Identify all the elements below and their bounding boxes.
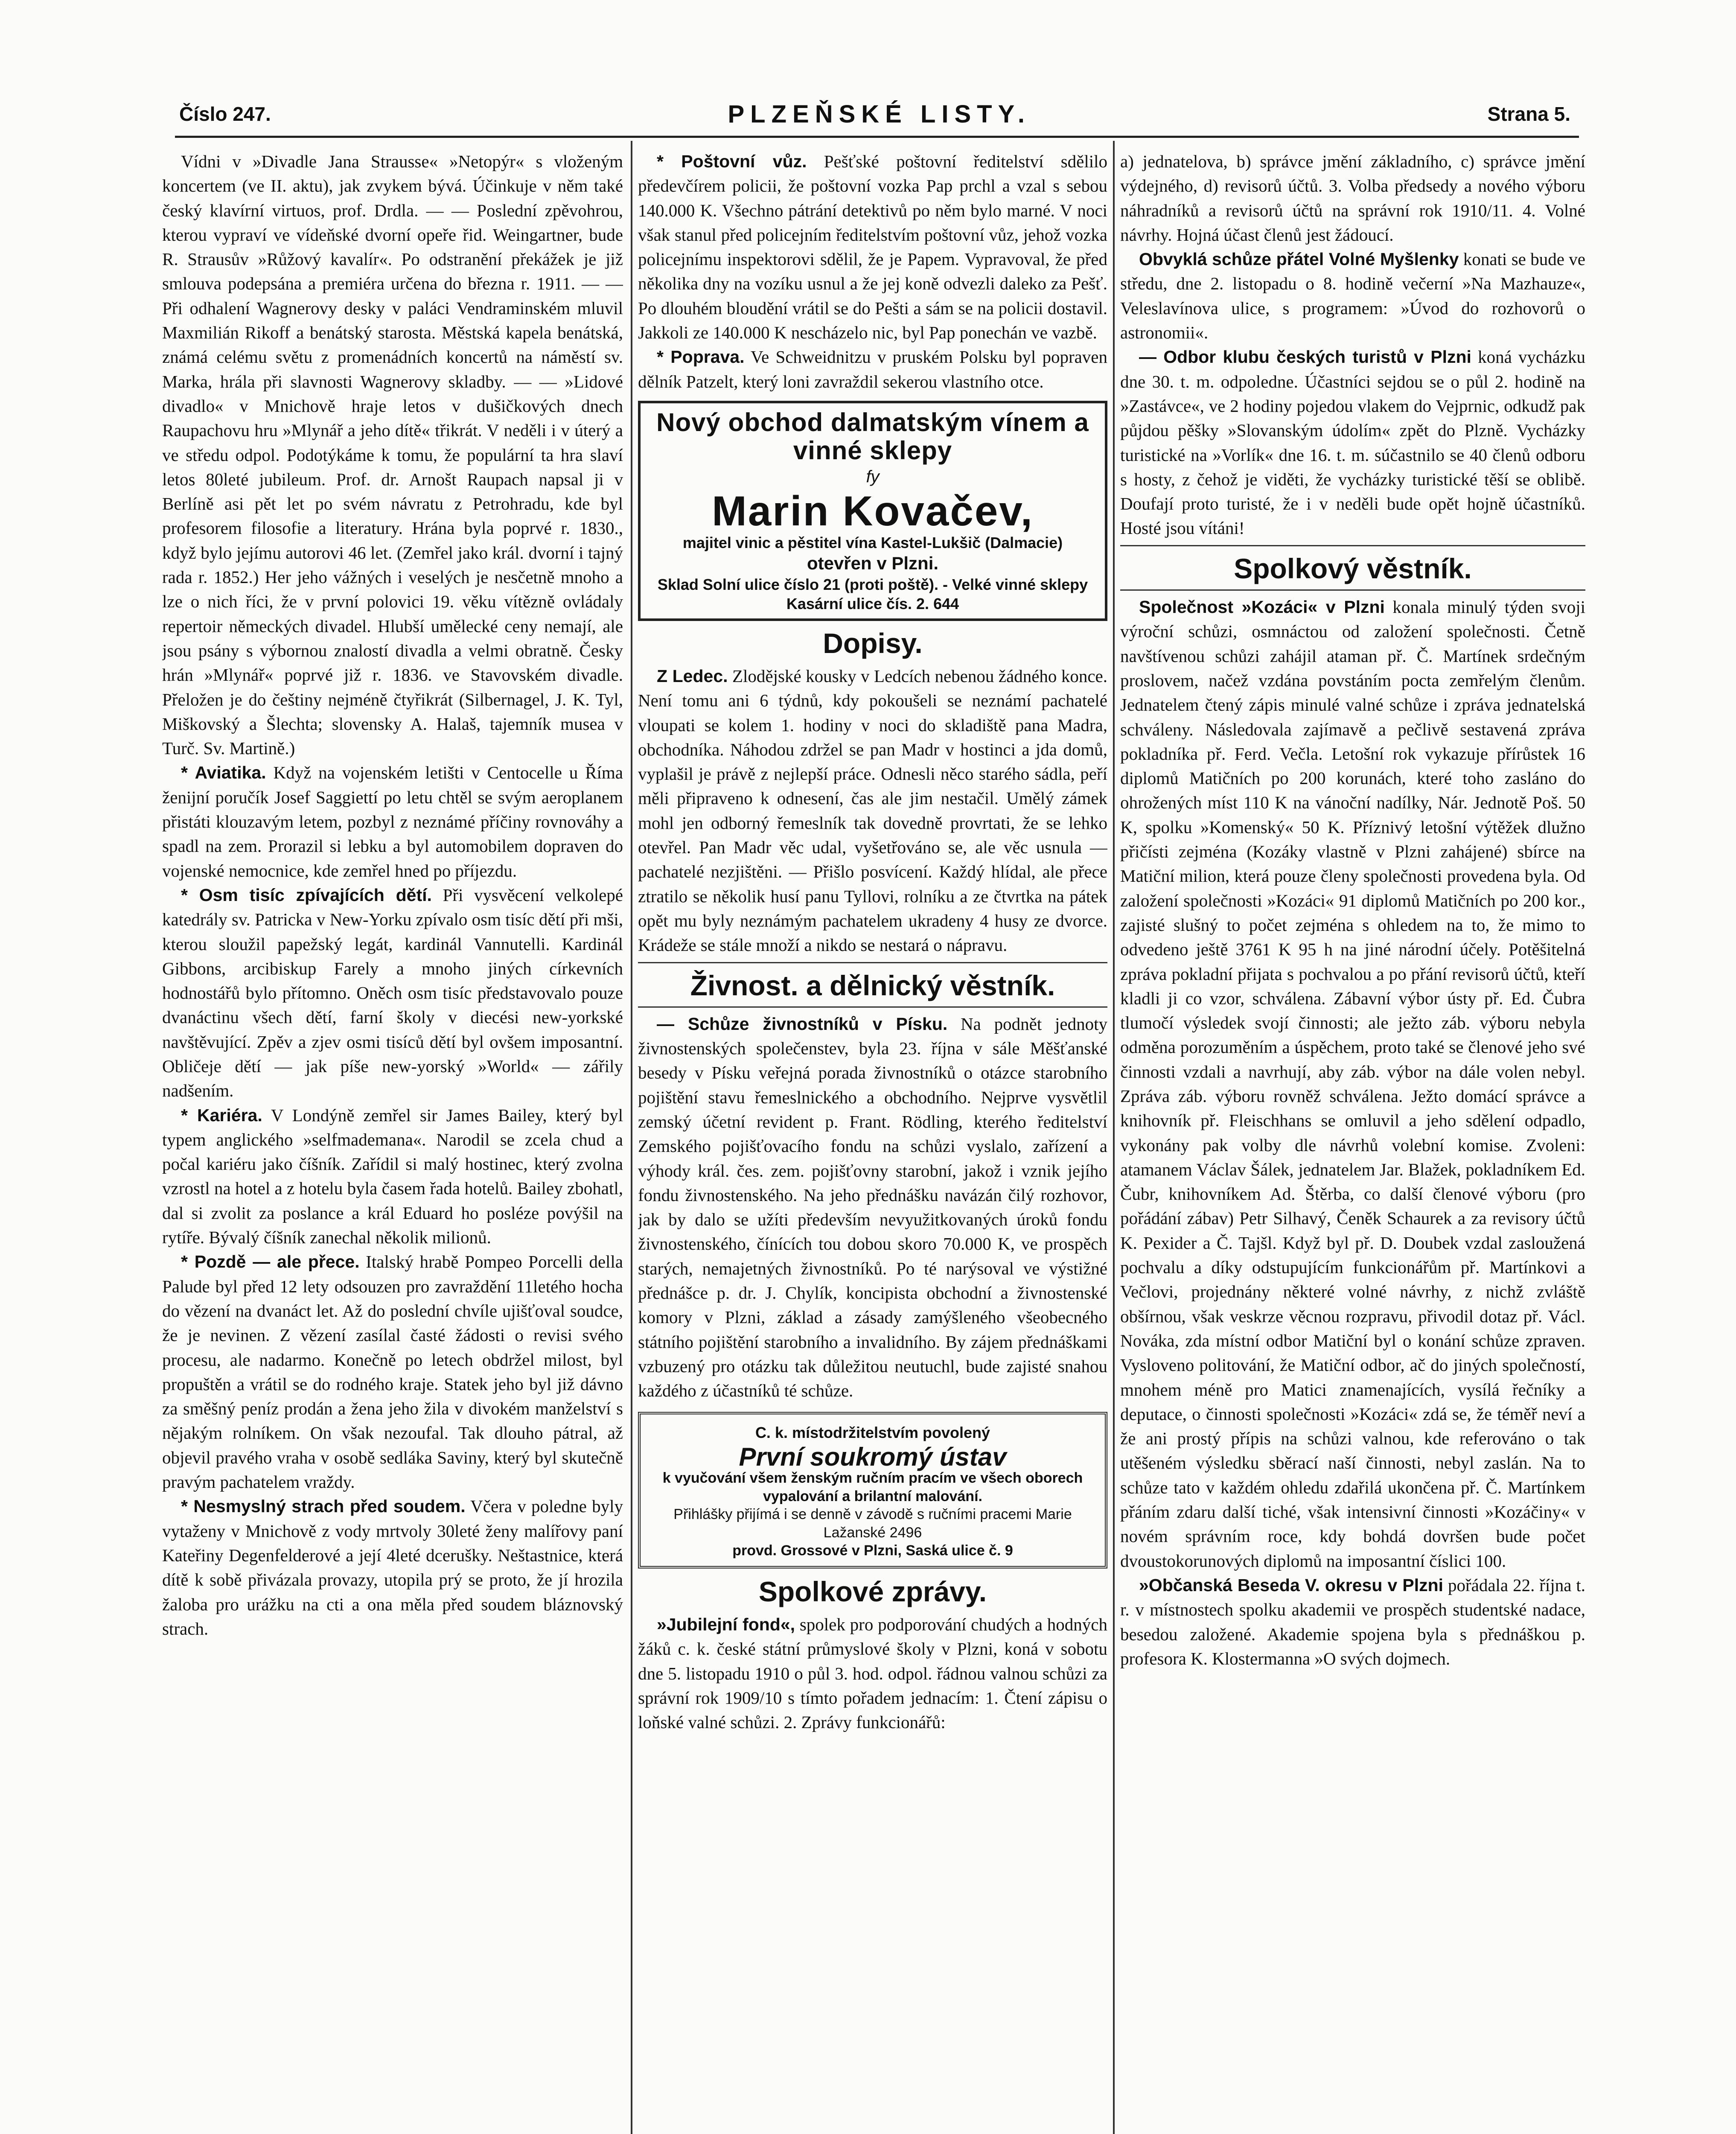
article-heading: Z Ledec. <box>657 666 728 686</box>
article-heading: * Kariéra. <box>181 1105 262 1125</box>
article-body: Ve Schweidnitzu v pruském Polsku byl popraven dělník Patzelt, který loni zavraždil sekerou vlastního otce. <box>638 347 1107 391</box>
section-rule <box>638 1006 1107 1008</box>
ad-permission: C. k. místodržitelstvím povolený <box>755 1423 990 1441</box>
ad-opened: otevřen v Plzni. <box>807 553 939 574</box>
article-heading: * Pozdě — ale přece. <box>181 1252 360 1272</box>
ad-company-name: Marin Kovačev, <box>712 487 1034 535</box>
header-rule <box>175 136 1579 138</box>
ad-registration-text: Přihlášky přijímá i se denně v závodě s ručními pracemi Marie Lažanské <box>673 1506 1072 1541</box>
article-heading: »Jubilejní fond«, <box>657 1614 795 1634</box>
article-body: Pešťské poštovní ředitelství sdělilo předevčírem policii, že poštovní vozka Pap prchl a vzal s sebou 140.000 K. Všechno pátrání detektivů po něm bylo marné. V noci však stanul před policejním ředitelstvím poštovní vůz, jehož vozka policejnímu inspektorovi sdělil, že je Papem. Vypravoval, že před několika dny na vozíku usnul a že jej koně odvezli daleko za Pešť. Po dlouhém bloudění vrátil se do Pešti a sám se na policii dostavil. Jakkoli ze 140.000 K nescházelo nic, byl Pap ponechán ve vazbě. <box>638 152 1107 343</box>
article-ledec <box>638 664 1107 958</box>
article-body: Italský hrabě Pompeo Porcelli della Palude byl před 12 lety odsouzen pro zavraždění 11letého hocha do vězení na dvanáct let. Až do poslední chvíle ujišťoval soudce, že je nevinen. Z vězení zasílal časté žádosti o revisi svého procesu, ale nadarmo. Konečně po letech obdržel milost, byl propuštěn a vrátil se do rodného kraje. Statek jeho byl již dávno za směšný peníz prodán a žena jeho žila v divokém manželství s nějakým rolníkem. On však nezoufal. Tak dlouho pátral, až objevil pravého vraha v osobě sedláka Saviny, který byl skutečně pravým pachatelem vraždy. <box>162 1252 623 1492</box>
article-body: spolek pro podporování chudých a hodných žáků c. k. české státní průmyslové školy v Plzni, koná v sobotu dne 5. listopadu 1910 o půl 3. hod. odpol. řádnou valnou schůzi za správní rok 1909/10 s tímto pořadem jednacím: 1. Čtení zápisu o loňské valné schůzi. 2. Zprávy funkcionářů: <box>638 1614 1107 1732</box>
section-heading-spolkove: Spolkové zprávy. <box>758 1575 987 1607</box>
institute-advertisement <box>638 1412 1107 1568</box>
wine-advertisement <box>638 401 1107 621</box>
article-strach <box>162 1494 623 1641</box>
article-heading: * Nesmyslný strach před soudem. <box>181 1496 466 1516</box>
ad-fy: fy <box>866 467 880 486</box>
article-heading: — Schůze živnostníků v Písku. <box>657 1014 948 1034</box>
article-body: Zlodějské kousky v Ledcích nebenou žádného konce. Není tomu ani 6 týdnů, kdy pokoušeli se neznámí pachatelé vloupati se kolem 1. hodiny v noci do skladiště pana Madra, obchodníka. Náhodou zdržel se pan Madr v hostinci a jda domů, vyplašil je právě z nejlepší práce. Odnesli něco starého sádla, peří měli připraveno k odnesení, čas ale jim nestačil. Umělý zámek mohl jen odborný řemeslník tak dovedně provrtati, že se lehko otevřel. Pan Madr věc udal, vyšetřováno se, ale věc usnula — pachatelé nezjištěni. — Přišlo posvícení. Každý hlídal, ale přece ztratilo se několik husí panu Tyllovi, rolníku a ze čtvrtka na pátek opět mu byly neznámým pachatelem ukradeny 4 husy ze dvorce. Krádeže se stále množí a nikdo se nestará o nápravu. <box>638 666 1107 955</box>
column-2 <box>638 149 1107 2134</box>
section-heading-dopisy: Dopisy. <box>823 627 923 659</box>
article-jubilejni-fond <box>638 1612 1107 1735</box>
section-heading-vestnik: Spolkový věstník. <box>1234 552 1472 584</box>
article-postovni-vuz <box>638 149 1107 345</box>
article-heading: * Poštovní vůz. <box>657 152 807 171</box>
article-body: Při vysvěcení velkolepé katedrály sv. Patricka v New-Yorku zpívalo osm tisíc dětí při mši, kterou sloužil papežský legát, kardinál Vannutelli. Kardinál Gibbons, arcibiskup Farely a mnoho jiných církevních hodnostářů bylo přítomno. Oněch osm tisíc představovalo pouze dvanáctinu všech dětí, farní školy v diecési new-yorkské navštěvující. Zpěv a zjev osmi tisíců dětí byl ovšem imposantní. Obličeje dětí — jak píše new-yorský »World« — zářily nadšením. <box>162 885 623 1101</box>
article-poprava <box>638 345 1107 394</box>
ad-description: k vyučování všem ženským ručním pracím ve všech oborech vypalování a brilantní malování. <box>662 1470 1083 1504</box>
article-kozaci <box>1120 595 1585 1573</box>
article-kariera <box>162 1103 623 1250</box>
article-body: Včera v poledne byly vytaženy v Mnichově z vody mrtvoly 30leté ženy malířovy paní Kateřiny Degenfelderové a její 4leté dcerušky. Neštastnice, která dítě k sobě přivázala provazy, utopila prý se proto, že jí hrozila žaloba pro urážku na cti a ona měla před soudem bláznovský strach. <box>162 1496 623 1638</box>
page-number: Strana 5. <box>1487 103 1570 125</box>
ad-code: 2496 <box>889 1524 922 1541</box>
article-heading: Obvyklá schůze přátel Volné Myšlenky <box>1139 249 1459 269</box>
article-heading: * Aviatika. <box>181 763 266 783</box>
article-pozde <box>162 1250 623 1494</box>
article-body: Na podnět jednoty živnostenských společenstev, byla 23. října v sále Měšťanské besedy v Písku veřejná porada živnostníků o otázce starobního pojištění stavu řemeslnického a obchodního. Nejprve vysvětlil zemský účetní revident p. Frant. Rödling, kterého ředitelství Zemského pojišťovacího fondu na schůzi vyslalo, zařízení a výhody král. čes. zem. pojišťovny starobní, jakož i vznik jejího fondu živnostenského. Na jeho přednášku navázán čilý rozhovor, jak by dalo se užíti především nevyužitkovaných úroků fondu živnostenského, čínících tou dobou skoro 70.000 K, ve prospěch starých, nemajetných živnostníků. Po té narýsoval ve výstižné přednášce p. dr. J. Chylík, koncipista obchodní a živnostenské komory v Plzni, základ a zásady zamýšleného všeobecného státního pojištění starobního a invalidního. By zájem přednáškami vzbuzený pro otázku tak důležitou neutuchl, bude zajisté snahou každého z účastníků té schůze. <box>638 1014 1107 1401</box>
article-body: Když na vojenském letišti v Centocelle u Říma ženijní poručík Josef Saggiettí po letu chtěl se svým aeroplanem přistáti klouzavým letem, pozbyl z neznámé příčiny rovnováhy a spadl na zem. Prorazil si lebku a byl automobilem dopraven do vojenské nemocnice, kde zemřel hned po příjezdu. <box>162 763 623 880</box>
ad-address <box>647 575 1099 613</box>
ad-code: 644 <box>933 595 959 612</box>
article-children <box>162 883 623 1103</box>
section-rule <box>1120 589 1585 591</box>
article-aviatika <box>162 761 623 883</box>
ad-address-text: Sklad Solní ulice číslo 21 (proti poště). - Velké vinné sklepy Kasární ulice čís. 2. <box>657 575 1088 612</box>
article-heading: * Poprava. <box>657 347 745 367</box>
issue-number: Číslo 247. <box>179 103 271 125</box>
article-volna-myslenka <box>1120 247 1585 345</box>
article-heading: * Osm tisíc zpívajících dětí. <box>181 885 432 905</box>
article-body: konati se bude ve středu, dne 2. listopadu o 8. hodině večerní »Na Mazhauze«, Veleslavínova ulice, s programem: »Úvod do rozhovorů o astronomii«. <box>1120 249 1585 343</box>
ad-registration <box>648 1505 1097 1542</box>
ad-owner: majitel vinic a pěstitel vína Kastel-Lukšič (Dalmacie) <box>682 534 1063 552</box>
ad-headline: Nový obchod dalmatským vínem a vinné sklepy <box>656 408 1089 465</box>
column-1 <box>162 149 623 2134</box>
newspaper-title: PLZEŇSKÉ LISTY. <box>728 100 1031 128</box>
article-body: koná vycházku dne 30. t. m. odpoledne. Účastníci sejdou se o půl 2. hodině na »Zastávce«, ve 2 hodiny pojedou vlakem do Vejprnic, odkudž pak půjdou pěšky »Slovanským údolím« zpět do Plzně. Vycházky turistické na »Vorlík« dne 16. t. m. súčastnilo se 40 členů odboru s hosty, z čehož je viděti, že vycházky turistické těší se oblibě. Doufají proto turisté, že i v neděli bude opět hojně účastníků. Hosté jsou vítáni! <box>1120 347 1585 538</box>
page-header <box>179 95 1570 133</box>
column-3 <box>1120 149 1585 2134</box>
column-divider <box>631 141 632 2134</box>
ad-institute-name: První soukromý ústav <box>739 1442 1007 1471</box>
article-continuation: a) jednatelova, b) správce jmění základního, c) správce jmění výdejného, d) revisorů účtů. 3. Volba předsedy a nového výboru náhradníků a revisorů účtů na správní rok 1910/11. 4. Volné návrhy. Hojná účast členů jest žádoucí. <box>1120 152 1585 245</box>
article-body: konala minulý týden svoji výroční schůzi, osmnáctou od založení společnosti. Četně navštívenou schůzi zahájil ataman př. Č. Martínek srdečným proslovem, načež vzdána povstáním pocta zemřelým členům. Jednatelem čtený zápis minulé valné schůze i zpráva jednatelská schváleny. Následovala zajímavě a pečlivě sestavená zpráva pokladníka př. Ferd. Večla. Letošní rok vykazuje přírůstek 16 diplomů Matičních po 200 korunách, které toho zasláno do ohrožených míst 110 K na vánoční nadílky, Nár. Jednotě Poš. 50 K, spolku »Komenský« 50 K. Příznivý letošní výtěžek dlužno přičísti zejména (Kozáky vlastně v Plzni zahájené) sbírce na Matiční milion, která pouze členy společnosti provedena byla. Od založení společnosti »Kozáci« 91 diplomů Matičních po 200 kor., zajisté slušný to počet zejména s ohledem na to, že mimo to odvedeno ještě 3761 K 95 h na jiné národní účely. Potěšitelná zpráva pokladní přijata s pochvalou a po přání revisorů účtů, kteří kladli ji co vzor, schválena. Zábavní výbor ústy př. Ed. Čubra tlumočí výsledek svojí činnosti; ale ježto záb. výboru nebyla odměna porozuměním a úspěchem, proto také se členové jeho své činnosti vzdali a navrhují, aby záb. výbor na dále volen nebyl. Zpráva záb. výboru rovněž schválena. Ježto domácí správce a knihovník př. Fleischhans se omluvil a jeho sdělení odpadlo, vykonány pak volby dle návrhů volební komise. Zvoleni: atamanem Václav Šálek, jednatelem Jar. Blažek, pokladníkem Ed. Čubr, knihovníkem Ad. Štěrba, co další členové výboru (pro pořádání zábav) Petr Silhavý, Čeněk Schaurek a za revisory účtů K. Pexider a Č. Tajšl. Když byl př. D. Doubek vzdal zasloužená pochvalu a díky odstupujícím funkcionářům př. Martínkovi a Večlovi, projednány některé volné návrhy, z nichž zvláště obšírnou, však veskrze věcnou rozpravu, přivodil dotaz př. Václ. Nováka, zda místní odbor Matiční byl o konání schůze zpraven. Vysloveno politování, že Matiční odbor, ač do jiných společností, mnohem méně pro Matici znamenajících, vysílá řečníky a deputace, o činnosti společnosti »Kozáci« zdá se, že téměř neví a že ani prostý přípis na schůzi valnou, kde referováno o tak utěšeném výsledku sběrací naší činnosti, nebyl zaslán. Na to schůze tato v každém ohledu zdařilá ukončena př. Č. Martínkem přáním zdaru další tiché, však intensivní činnosti »Kozáčiny« v novém správním roce, kdy bohdá dovršen bude počet dvoustokorunových diplomů na imposantní číslici 100. <box>1120 597 1585 1571</box>
article-turiste <box>1120 345 1585 540</box>
section-rule <box>638 962 1107 963</box>
article-heading: »Občanská Beseda V. okresu v Plzni <box>1139 1575 1444 1595</box>
article-heading: — Odbor klubu českých turistů v Plzni <box>1139 347 1471 367</box>
column-divider <box>1113 141 1115 2134</box>
article-obcanska-beseda <box>1120 1573 1585 1671</box>
article-vienna-theatre: Vídni v »Divadle Jana Strausse« »Netopýr« s vloženým koncertem (ve II. aktu), jak zvykem bývá. Účinkuje v něm také český klavírní virtuos, prof. Drdla. — — Poslední zpěvohrou, kterou vypraví ve vídeňské dvorní opeře řid. Weingartner, bude R. Strausův »Růžový kavalír«. Po odstranění překážek je již smlouva podepsána a premiéra určena do března r. 1911. — — Při odhalení Wagnerovy desky v paláci Vendraminském mluvil Maxmilián Rikoff a benátský starosta. Městská kapela benátská, známá celému světu z promenádních koncertů na náměstí sv. Marka, hrála při slavnosti Wagnerovy skladby. — — »Lidové divadlo« v Mnichově hraje letos v dušičkových dnech Raupachovu hru »Mlynář a jeho dítě« třikrát. V neděli i v úterý a ve středu odpol. Podotýkáme k tomu, že populární ta hra slaví letos 80leté jubileum. Prof. dr. Arnošt Raupach napsal ji v Berlíně asi pět let po svém návratu z Petrohradu, kde byl profesorem filosofie a literatury. Hrána byla poprvé r. 1830., když bylo jejímu autorovi 46 let. (Zemřel jako král. dvorní i tajný rada r. 1852.) Her jeho vážných i veselých je nesčetně mnoho a lze o nich říci, že v první polovici 19. věku vítězně ovládaly repertoir německých divadel. Hlubší umělecké ceny nemají, ale jsou psány s výbornou znalostí divadla a velmi obratně. Česky hrán »Mlynář« poprvé již r. 1836. ve Stavovském divadle. Přeložen je do češtiny nejméně čtyřikrát (Silbernagel, J. K. Tyl, Miškovský a Šlechta; slovensky A. Halaš, tajemník musea v Turč. Sv. Martině.) <box>162 152 623 758</box>
section-heading-zivnost: Živnost. a dělnický věstník. <box>690 969 1055 1001</box>
ad-address: provd. Grossové v Plzni, Saská ulice č. 9 <box>732 1542 1013 1559</box>
article-pisek <box>638 1012 1107 1403</box>
article-body: V Londýně zemřel sir James Bailey, který byl typem anglického »selfmademana«. Narodil se zcela chud a počal kariéru jako číšník. Zařídil si malý hostinec, který zvolna vzrostl na hotel a z hotelu byla časem řada hotelů. Bailey zbohatl, dal si zvolit za poslance a král Eduard ho posléze povýšil na rytíře. Bývalý číšník zanechal několik milionů. <box>162 1105 623 1248</box>
article-body: pořádala 22. října t. r. v místnostech spolku akademii ve prospěch studentské nadace, besedou založené. Akademie spojena byla s přednáškou p. profesora K. Klostermanna »O svých dojmech. <box>1120 1575 1585 1668</box>
section-rule <box>1120 545 1585 546</box>
article-heading: Společnost »Kozáci« v Plzni <box>1139 597 1385 617</box>
